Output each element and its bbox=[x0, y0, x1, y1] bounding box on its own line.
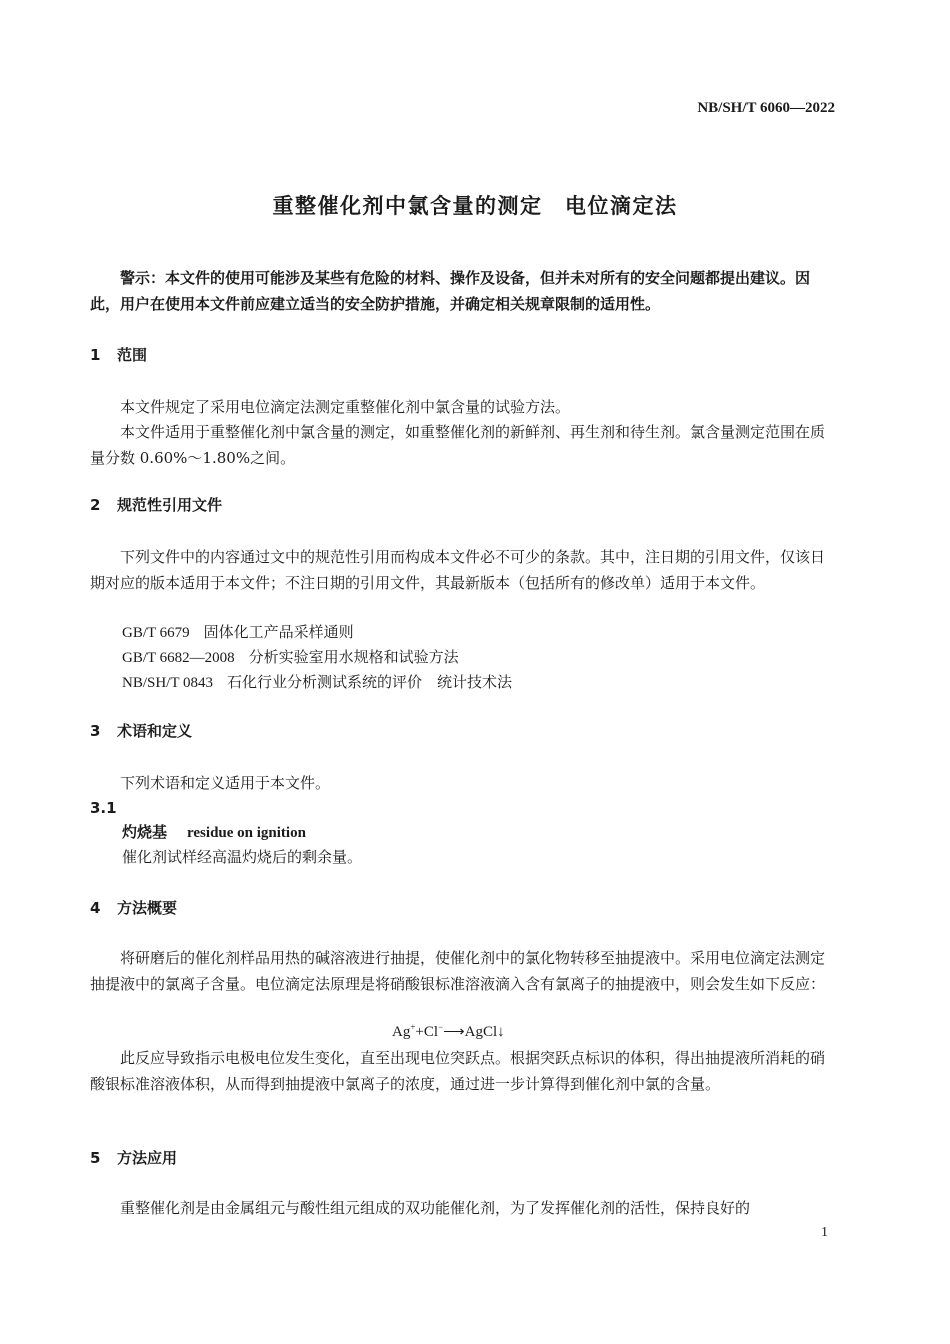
section-1-paragraph-1: 本文件规定了采用电位滴定法测定重整催化剂中氯含量的试验方法。 bbox=[120, 398, 571, 416]
document-title: 重整催化剂中氯含量的测定 电位滴定法 bbox=[272, 194, 678, 218]
section-5-paragraph-1: 重整催化剂是由金属组元与酸性组元组成的双功能催化剂，为了发挥催化剂的活性，保持良好的 bbox=[120, 1199, 751, 1217]
section-title: 方法概要 bbox=[117, 899, 178, 917]
reference-code: GB/T 6682—2008 bbox=[122, 650, 235, 666]
section-4-paragraph-1: 将研磨后的催化剂样品用热的碱溶液进行抽提，使催化剂中的氯化物转移至抽提液中。采用电位滴定法测定抽提液中的氯离子含量。电位滴定法原理是将硝酸银标准溶液滴入含有氯离子的抽提液中，则会发生如下反应： bbox=[90, 949, 826, 993]
term-english: residue on ignition bbox=[187, 825, 306, 841]
section-number: 4 bbox=[90, 899, 101, 917]
section-title: 方法应用 bbox=[117, 1149, 178, 1167]
term-definition: 催化剂试样经高温灼烧后的剩余量。 bbox=[122, 848, 363, 866]
reference-item bbox=[122, 621, 354, 642]
section-1-paragraph-2: 本文件适用于重整催化剂中氯含量的测定，如重整催化剂的新鲜剂、再生剂和待生剂。氯含量测定范围在质量分数 0.60%～1.80%之间。 bbox=[90, 423, 826, 467]
term-chinese: 灼烧基 bbox=[122, 823, 168, 841]
reference-item bbox=[122, 646, 459, 667]
reference-item bbox=[122, 671, 512, 692]
reference-code: NB/SH/T 0843 bbox=[122, 675, 213, 691]
section-2-paragraph-1: 下列文件中的内容通过文中的规范性引用而构成本文件必不可少的条款。其中，注日期的引用文件，仅该日期对应的版本适用于本文件；不注日期的引用文件，其最新版本（包括所有的修改单）适用于本文件。 bbox=[90, 548, 826, 592]
reference-name: 分析实验室用水规格和试验方法 bbox=[248, 648, 459, 666]
section-5-heading bbox=[90, 1147, 177, 1168]
term-entry bbox=[122, 821, 306, 842]
section-4-paragraph-2: 此反应导致指示电极电位发生变化，直至出现电位突跃点。根据突跃点标识的体积，得出抽提液所消耗的硝酸银标准溶液体积，从而得到抽提液中氯离子的浓度，通过进一步计算得到催化剂中氯的含量。 bbox=[90, 1049, 826, 1093]
reference-name: 固体化工产品采样通则 bbox=[203, 623, 354, 641]
section-title: 术语和定义 bbox=[117, 722, 193, 740]
section-number: 1 bbox=[90, 346, 101, 364]
section-number: 5 bbox=[90, 1149, 101, 1167]
section-3-paragraph-1: 下列术语和定义适用于本文件。 bbox=[120, 774, 331, 792]
page-number: 1 bbox=[821, 1225, 828, 1240]
section-1-heading bbox=[90, 344, 147, 365]
section-number: 3 bbox=[90, 722, 101, 740]
term-number: 3.1 bbox=[90, 799, 117, 817]
standard-number: NB/SH/T 6060—2022 bbox=[697, 100, 835, 116]
warning-paragraph: 警示：本文件的使用可能涉及某些有危险的材料、操作及设备，但并未对所有的安全问题都提出建议。因此，用户在使用本文件前应建立适当的安全防护措施，并确定相关规章限制的适用性。 bbox=[90, 269, 811, 313]
section-2-heading bbox=[90, 494, 222, 515]
section-title: 规范性引用文件 bbox=[117, 496, 223, 514]
section-4-heading bbox=[90, 897, 177, 918]
section-title: 范围 bbox=[117, 346, 148, 364]
reference-name: 石化行业分析测试系统的评价 统计技术法 bbox=[227, 673, 513, 691]
section-number: 2 bbox=[90, 496, 101, 514]
reaction-equation: Ag++Cl−⟶AgCl↓ bbox=[392, 1022, 505, 1040]
section-3-heading bbox=[90, 720, 192, 741]
reference-code: GB/T 6679 bbox=[122, 625, 190, 641]
